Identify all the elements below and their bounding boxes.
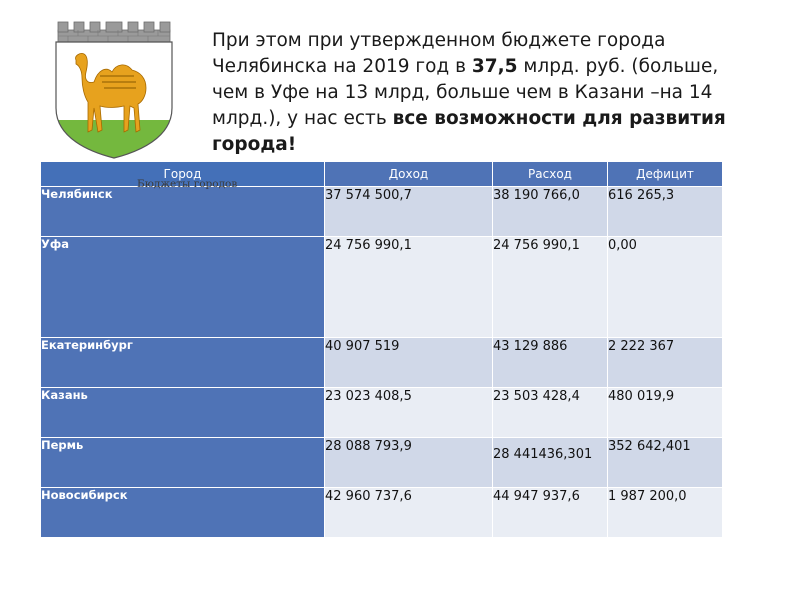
city-cell: Новосибирск <box>41 488 325 538</box>
chelyabinsk-coat-of-arms-icon <box>48 20 180 160</box>
income-cell: 40 907 519 <box>325 338 493 388</box>
income-cell: 23 023 408,5 <box>325 388 493 438</box>
expense-cell: 44 947 937,6 <box>493 488 608 538</box>
expense-cell: 43 129 886 <box>493 338 608 388</box>
table-header-row <box>41 162 723 187</box>
table-watermark: Бюджеты городов <box>137 178 238 190</box>
intro-part-2: млрд. руб. (больше, чем в Уфе на 13 млрд, больше чем в Казани –на 14 млрд.), у нас есть <box>212 56 719 129</box>
header-income: Доход <box>325 162 493 187</box>
table-row <box>41 237 723 338</box>
expense-cell: 24 756 990,1 <box>493 237 608 338</box>
income-cell: 24 756 990,1 <box>325 237 493 338</box>
city-cell: Челябинск <box>41 187 325 237</box>
deficit-cell: 616 265,3 <box>608 187 723 237</box>
table-row <box>41 338 723 388</box>
expense-cell: 38 190 766,0 <box>493 187 608 237</box>
header-expense: Расход <box>493 162 608 187</box>
table-row <box>41 187 723 237</box>
deficit-cell: 2 222 367 <box>608 338 723 388</box>
income-cell: 28 088 793,9 <box>325 438 493 488</box>
table-row <box>41 488 723 538</box>
table-row <box>41 388 723 438</box>
intro-emphasis: все возможности для развития города! <box>212 108 726 155</box>
budget-table <box>40 161 723 538</box>
intro-text <box>212 28 752 158</box>
income-cell: 37 574 500,7 <box>325 187 493 237</box>
budget-amount: 37,5 <box>471 56 518 77</box>
deficit-cell: 1 987 200,0 <box>608 488 723 538</box>
income-cell: 42 960 737,6 <box>325 488 493 538</box>
city-cell: Екатеринбург <box>41 338 325 388</box>
header-city: Город Бюджеты городов <box>41 162 325 187</box>
expense-cell: 23 503 428,4 <box>493 388 608 438</box>
deficit-cell: 352 642,401 <box>608 438 723 488</box>
city-cell: Казань <box>41 388 325 438</box>
header-deficit: Дефицит <box>608 162 723 187</box>
table-row <box>41 438 723 488</box>
intro-part-1: При этом при утвержденном бюджете города Челябинска на 2019 год в <box>212 30 666 77</box>
deficit-cell: 0,00 <box>608 237 723 338</box>
city-cell: Уфа <box>41 237 325 338</box>
deficit-cell: 480 019,9 <box>608 388 723 438</box>
city-cell: Пермь <box>41 438 325 488</box>
expense-cell: 28 441436,301 <box>493 438 608 488</box>
